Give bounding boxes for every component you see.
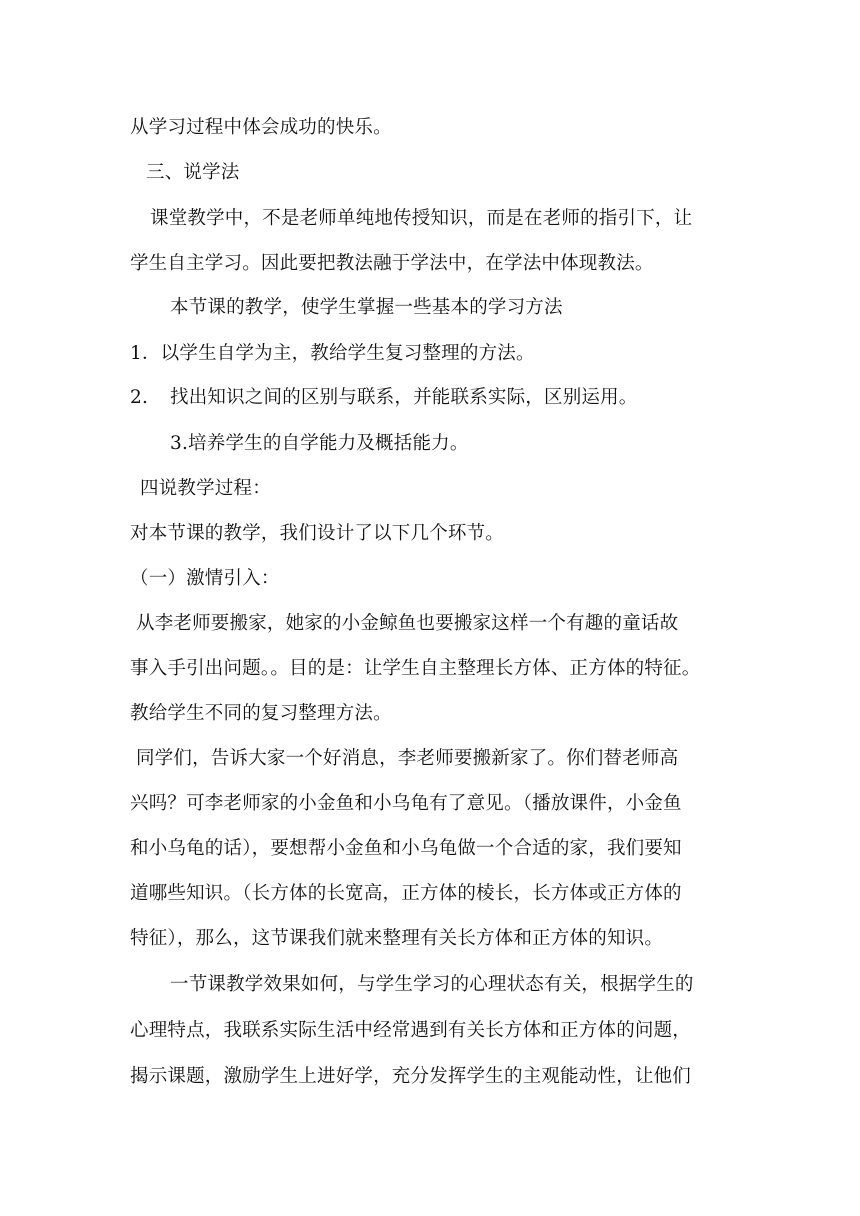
text-line: 对本节课的教学，我们设计了以下几个环节。 — [130, 523, 505, 544]
text-line: 学生自主学习。因此要把教法融于学法中，在学法中体现教法。 — [130, 253, 654, 274]
text-line: 兴吗？可李老师家的小金鱼和小乌龟有了意见。（播放课件，小金鱼 — [130, 793, 682, 814]
section-heading: 四说教学过程： — [140, 478, 271, 499]
section-heading: 三、说学法 — [146, 162, 240, 183]
text-line: 和小乌龟的话），要想帮小金鱼和小乌龟做一个合适的家，我们要知 — [130, 838, 682, 859]
text-line: 一节课教学效果如何，与学生学习的心理状态有关，根据学生的 — [170, 974, 694, 995]
text-line: 揭示课题，激励学生上进好学，充分发挥学生的主观能动性，让他们 — [130, 1066, 692, 1087]
text-line: 心理特点，我联系实际生活中经常遇到有关长方体和正方体的问题， — [130, 1020, 692, 1041]
text-line: 道哪些知识。（长方体的长宽高，正方体的棱长，长方体或正方体的 — [130, 883, 682, 904]
text-line: 教给学生不同的复习整理方法。 — [130, 703, 392, 724]
list-item: 找出知识之间的区别与联系，并能联系实际，区别运用。 — [170, 387, 638, 408]
text-line: 从学习过程中体会成功的快乐。 — [130, 117, 392, 138]
list-item: 1．以学生自学为主，教给学生复习整理的方法。 — [130, 343, 535, 364]
text-line: 从李老师要搬家，她家的小金鲸鱼也要搬家这样一个有趣的童话故 — [136, 613, 679, 634]
text-line: 特征），那么，这节课我们就来整理有关长方体和正方体的知识。 — [130, 928, 664, 949]
text-line: 同学们，告诉大家一个好消息，李老师要搬新家了。你们替老师高 — [136, 748, 679, 769]
text-line: 本节课的教学，使学生掌握一些基本的学习方法 — [170, 297, 563, 318]
text-line: 课堂教学中，不是老师单纯地传授知识，而是在老师的指引下，让 — [150, 208, 693, 229]
list-number: 2. — [130, 387, 149, 408]
list-item: 3.培养学生的自学能力及概括能力。 — [170, 433, 469, 454]
subsection-heading: （一）激情引入： — [130, 568, 280, 589]
text-line: 事入手引出问题。。目的是：让学生自主整理长方体、正方体的特征。 — [130, 658, 701, 679]
